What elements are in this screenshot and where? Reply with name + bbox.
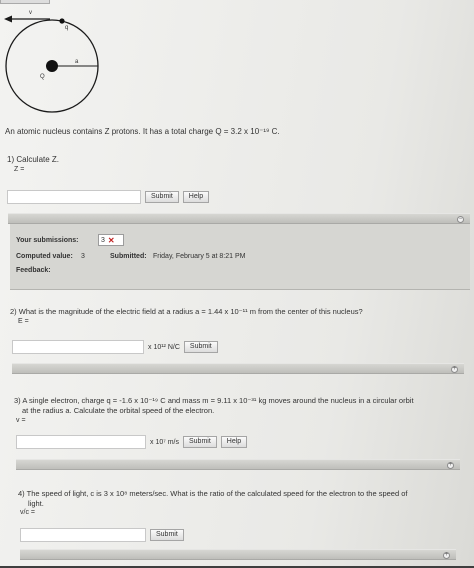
label-Q: Q bbox=[40, 74, 45, 80]
q1-answer-row bbox=[7, 190, 209, 204]
problem-statement: An atomic nucleus contains Z protons. It has a total charge Q = 3.2 x 10⁻¹⁹ C. bbox=[5, 127, 280, 136]
q1-answer-input[interactable] bbox=[7, 190, 141, 204]
q1-title: 1) Calculate Z. bbox=[7, 155, 60, 164]
q2-var-label: E = bbox=[18, 318, 29, 325]
electron-dot bbox=[59, 18, 64, 23]
expand-icon[interactable]: + bbox=[452, 366, 457, 372]
expand-icon[interactable]: + bbox=[448, 462, 453, 468]
orbit-diagram bbox=[0, 0, 110, 115]
feedback-label: Feedback: bbox=[16, 267, 51, 274]
q4-submit-button[interactable]: Submit bbox=[150, 529, 184, 541]
collapse-icon[interactable]: − bbox=[458, 216, 463, 222]
submissions-value: 3 bbox=[101, 236, 105, 244]
submitted-value: Friday, February 5 at 8:21 PM bbox=[153, 253, 246, 260]
computed-value: 3 bbox=[81, 253, 85, 260]
label-v: v bbox=[29, 10, 32, 16]
label-q: q bbox=[65, 25, 69, 31]
incorrect-x-icon: ✕ bbox=[107, 235, 115, 245]
q4-var-label: v/c = bbox=[20, 509, 35, 516]
q1-feedback-panel bbox=[10, 224, 470, 290]
computed-label: Computed value: bbox=[16, 253, 73, 260]
q3-title-line1: 3) A single electron, charge q = -1.6 x 10⁻¹⁹ C and mass m = 9.11 x 10⁻³¹ kg moves around the nucleus in a circular orbit bbox=[14, 396, 414, 405]
q4-title-line1: 4) The speed of light, c is 3 x 10⁸ meters/sec. What is the ratio of the calculated speed for the electron to the speed of bbox=[18, 489, 408, 498]
q1-collapse-bar[interactable] bbox=[8, 213, 470, 224]
submissions-label: Your submissions: bbox=[16, 237, 79, 244]
q3-answer-row bbox=[16, 435, 247, 449]
q1-help-button[interactable]: Help bbox=[183, 191, 209, 203]
expand-icon[interactable]: + bbox=[444, 552, 449, 558]
q2-answer-input[interactable] bbox=[12, 340, 144, 354]
label-a: a bbox=[75, 59, 79, 65]
q1-submit-button[interactable]: Submit bbox=[145, 191, 179, 203]
q2-answer-row bbox=[12, 340, 218, 354]
q4-title-line2: light. bbox=[28, 499, 44, 508]
submissions-box bbox=[98, 234, 124, 246]
q2-submit-button[interactable]: Submit bbox=[184, 341, 218, 353]
q4-answer-input[interactable] bbox=[20, 528, 146, 542]
submitted-label: Submitted: bbox=[110, 253, 147, 260]
q4-expand-bar[interactable] bbox=[20, 549, 456, 560]
q2-expand-bar[interactable] bbox=[12, 363, 464, 374]
q3-unit: x 10⁷ m/s bbox=[150, 438, 179, 446]
q1-var-label: Z = bbox=[14, 166, 25, 173]
nucleus-dot bbox=[46, 60, 58, 72]
velocity-arrowhead bbox=[4, 16, 12, 23]
q3-title-line2: at the radius a. Calculate the orbital speed of the electron. bbox=[22, 406, 215, 415]
q3-var-label: v = bbox=[16, 417, 26, 424]
q4-answer-row bbox=[20, 528, 184, 542]
q3-expand-bar[interactable] bbox=[16, 459, 460, 470]
q2-title: 2) What is the magnitude of the electric field at a radius a = 1.44 x 10⁻¹¹ m from the center of this nucleus? bbox=[10, 307, 363, 316]
q2-unit: x 10¹² N/C bbox=[148, 343, 180, 351]
q3-answer-input[interactable] bbox=[16, 435, 146, 449]
q3-submit-button[interactable]: Submit bbox=[183, 436, 217, 448]
q3-help-button[interactable]: Help bbox=[221, 436, 247, 448]
